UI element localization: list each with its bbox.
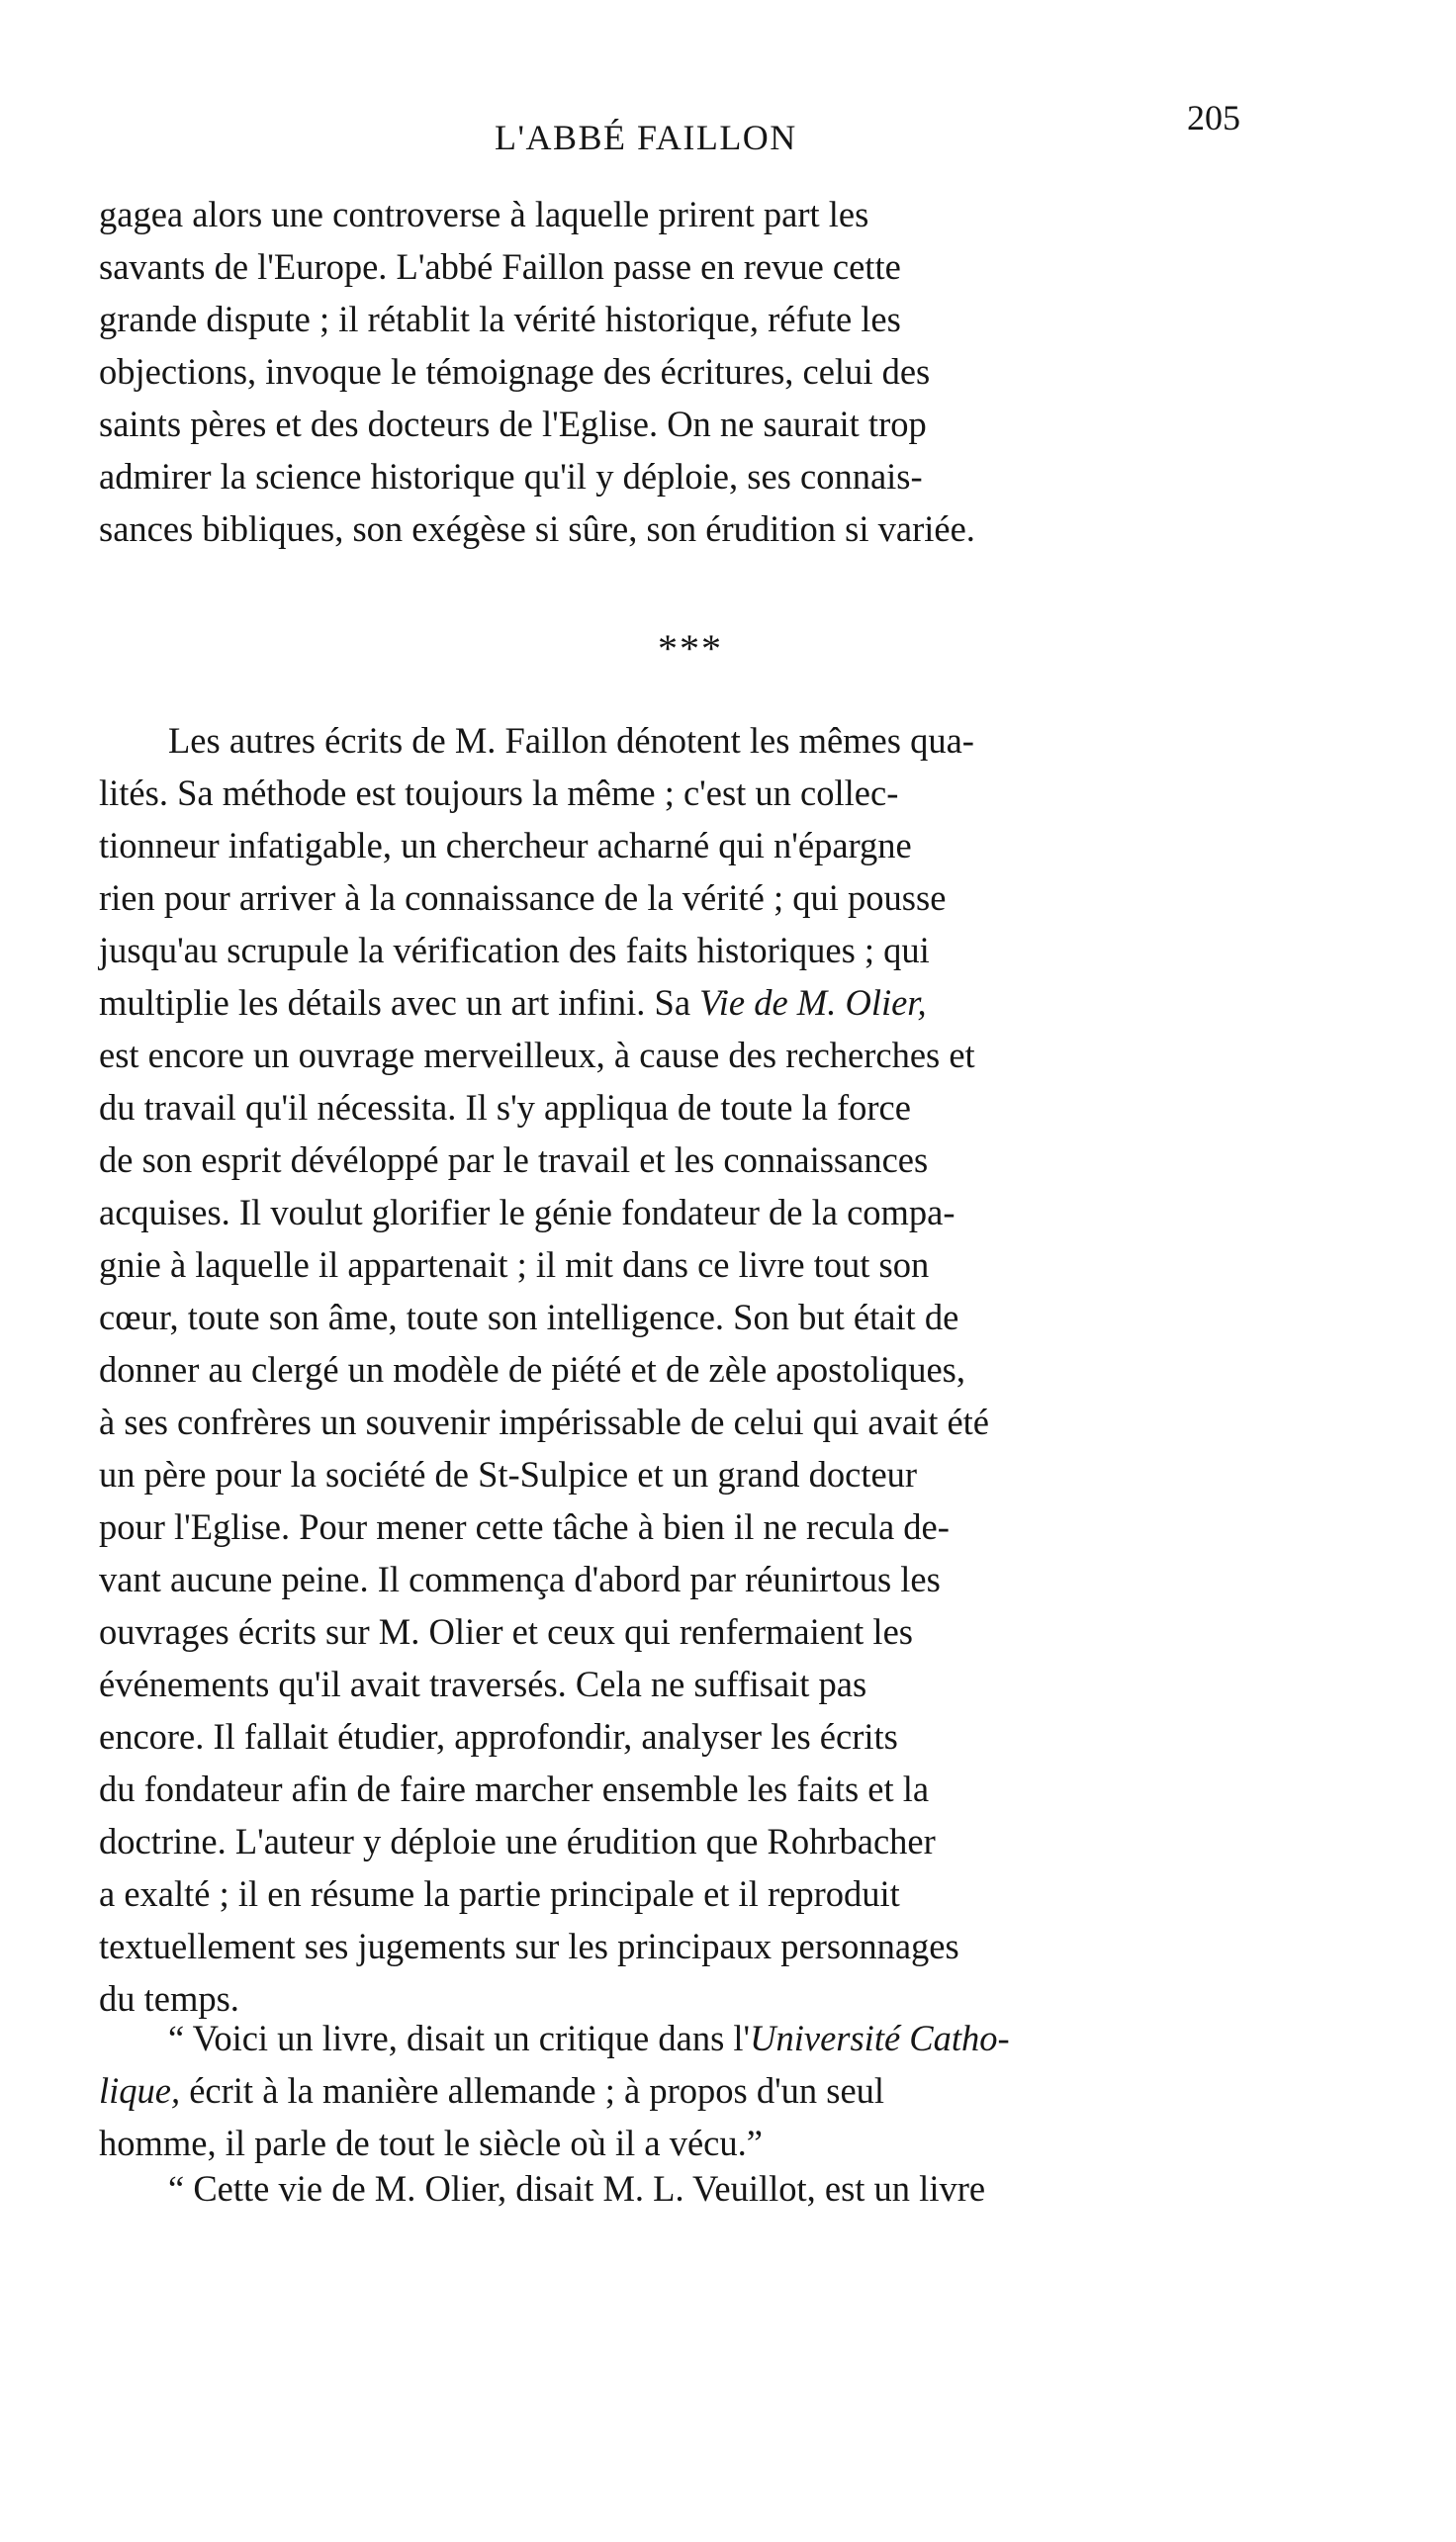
text-line: grande dispute ; il rétablit la vérité historique, réfute les	[99, 299, 901, 339]
text-line	[99, 2012, 1335, 2064]
text-line: acquises. Il voulut glorifier le génie fondateur de la compa-	[99, 1192, 956, 1232]
text-line: un père pour la société de St-Sulpice et un grand docteur	[99, 1454, 918, 1495]
text-line: tionneur infatigable, un chercheur acharné qui n'épargne	[99, 825, 912, 865]
text-line: donner au clergé un modèle de piété et de zèle apostoliques,	[99, 1349, 965, 1390]
text-segment: “ Voici un livre, disait un critique dans l'	[168, 2018, 751, 2058]
text-line: a exalté ; il en résume la partie principale et il reproduit	[99, 1873, 900, 1914]
text-line	[99, 2064, 1335, 2117]
text-line: cœur, toute son âme, toute son intelligence. Son but était de	[99, 1297, 959, 1337]
journal-title-italic: Université Catho-	[750, 2018, 1010, 2058]
text-line: de son esprit dévéloppé par le travail et les connaissances	[99, 1139, 929, 1180]
paragraph-faillon-writings	[99, 714, 1335, 2025]
text-line: événements qu'il avait traversés. Cela ne suffisait pas	[99, 1664, 867, 1704]
journal-title-italic: lique,	[99, 2070, 181, 2111]
text-line: jusqu'au scrupule la vérification des faits historiques ; qui	[99, 930, 930, 970]
text-line	[99, 976, 1335, 1029]
text-line: admirer la science historique qu'il y déploie, ses connais-	[99, 456, 923, 497]
paragraph-continuation	[99, 188, 1335, 555]
text-line: “ Cette vie de M. Olier, disait M. L. Veuillot, est un livre	[168, 2168, 986, 2209]
text-line: pour l'Eglise. Pour mener cette tâche à bien il ne recula de-	[99, 1506, 950, 1547]
book-title-italic: Vie de M. Olier,	[699, 982, 927, 1023]
text-line: à ses confrères un souvenir impérissable de celui qui avait été	[99, 1402, 990, 1442]
text-line: objections, invoque le témoignage des écritures, celui des	[99, 351, 931, 392]
text-line: rien pour arriver à la connaissance de la vérité ; qui pousse	[99, 877, 947, 918]
text-line: du temps.	[99, 1978, 239, 2019]
page-number: 205	[1187, 98, 1240, 137]
text-line: du fondateur afin de faire marcher ensemble les faits et la	[99, 1769, 930, 1809]
text-line: du travail qu'il nécessita. Il s'y appliqua de toute la force	[99, 1087, 911, 1128]
text-line: sances bibliques, son exégèse si sûre, son érudition si variée.	[99, 508, 975, 549]
running-title: L'ABBÉ FAILLON	[495, 118, 797, 157]
text-line: encore. Il fallait étudier, approfondir, analyser les écrits	[99, 1716, 898, 1757]
text-line: lités. Sa méthode est toujours la même ; c'est un collec-	[99, 772, 899, 813]
paragraph-quote-veuillot	[99, 2162, 1335, 2215]
text-line: ouvrages écrits sur M. Olier et ceux qui renfermaient les	[99, 1611, 913, 1652]
text-line: Les autres écrits de M. Faillon dénotent les mêmes qua-	[168, 720, 974, 761]
text-segment: écrit à la manière allemande ; à propos d'un seul	[180, 2070, 885, 2111]
text-line: gagea alors une controverse à laquelle prirent part les	[99, 194, 869, 234]
text-line: doctrine. L'auteur y déploie une érudition que Rohrbacher	[99, 1821, 936, 1861]
asterism-separator: ***	[658, 626, 723, 671]
text-line: est encore un ouvrage merveilleux, à cause des recherches et	[99, 1035, 975, 1075]
text-segment: multiplie les détails avec un art infini. Sa	[99, 982, 691, 1023]
text-line: gnie à laquelle il appartenait ; il mit dans ce livre tout son	[99, 1244, 930, 1285]
paragraph-quote-universite	[99, 2012, 1335, 2169]
text-line: textuellement ses jugements sur les principaux personnages	[99, 1926, 959, 1966]
text-line: saints pères et des docteurs de l'Eglise. On ne saurait trop	[99, 404, 927, 444]
text-line: homme, il parle de tout le siècle où il a vécu.”	[99, 2123, 763, 2163]
text-line: savants de l'Europe. L'abbé Faillon passe en revue cette	[99, 246, 901, 287]
text-line: vant aucune peine. Il commença d'abord par réunirtous les	[99, 1559, 941, 1599]
